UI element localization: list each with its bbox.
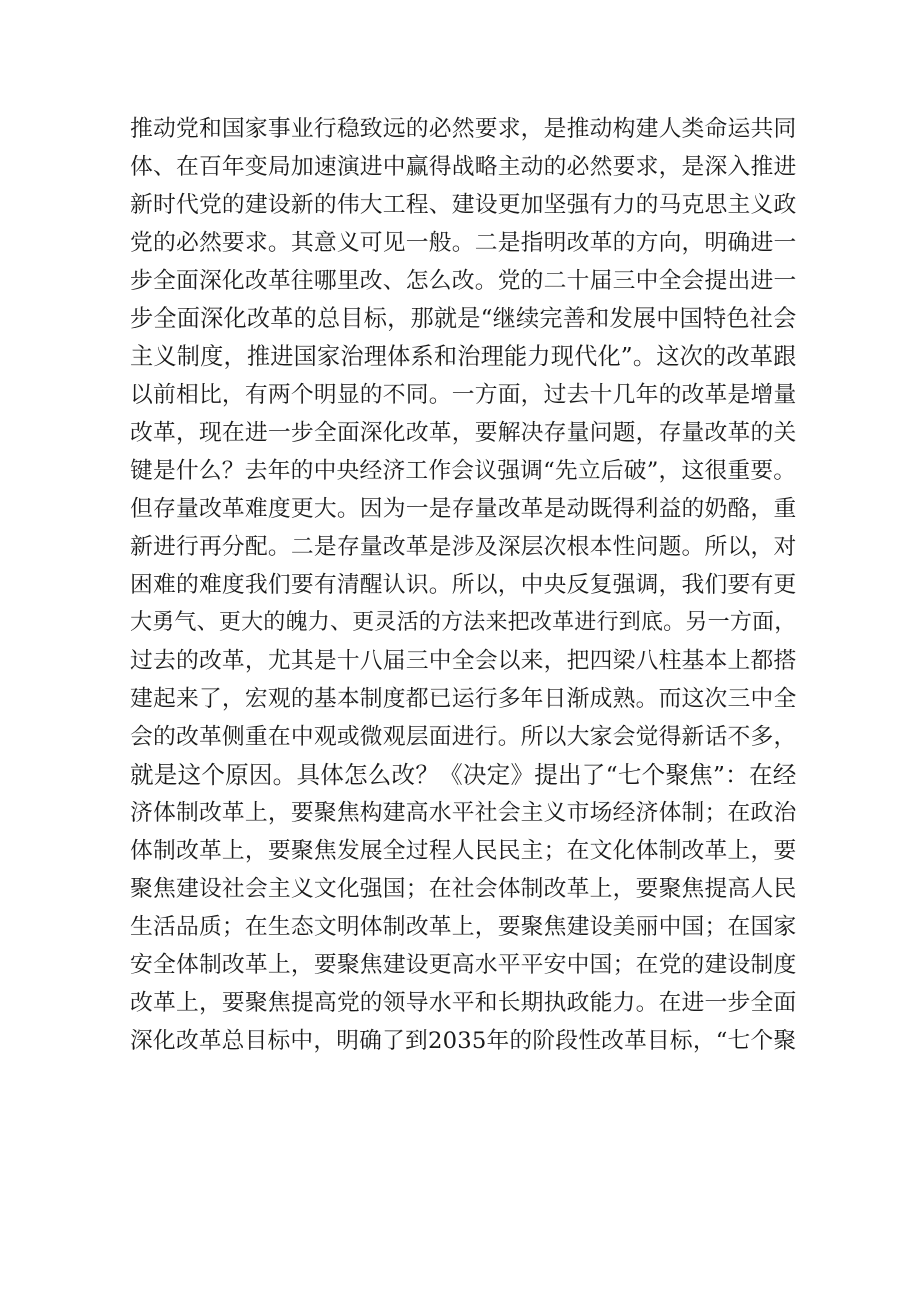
text-line: 新进行再分配。二是存量改革是涉及深层次根本性问题。所以，对 xyxy=(130,534,797,560)
text-line: 建起来了，宏观的基本制度都已运行多年日渐成熟。而这次三中全 xyxy=(130,686,797,712)
text-line: 聚焦建设社会主义文化强国；在社会体制改革上，要聚焦提高人民 xyxy=(130,876,797,902)
text-line: 大勇气、更大的魄力、更灵活的方法来把改革进行到底。另一方面， xyxy=(130,610,797,635)
text-line: 安全体制改革上，要聚焦建设更高水平平安中国；在党的建设制度 xyxy=(130,952,797,978)
text-line: 生活品质；在生态文明体制改革上，要聚焦建设美丽中国；在国家 xyxy=(130,914,797,940)
text-line: 就是这个原因。具体怎么改？《决定》提出了“七个聚焦”：在经 xyxy=(130,761,797,789)
text-line: 会的改革侧重在中观或微观层面进行。所以大家会觉得新话不多， xyxy=(130,724,797,750)
text-line: 但存量改革难度更大。因为一是存量改革是动既得利益的奶酪，重 xyxy=(130,496,797,522)
text-line: 新时代党的建设新的伟大工程、建设更加坚强有力的马克思主义政 xyxy=(130,192,797,218)
text-line: 过去的改革，尤其是十八届三中全会以来，把四梁八柱基本上都搭 xyxy=(130,648,797,674)
text-line: 改革上，要聚焦提高党的领导水平和长期执政能力。在进一步全面 xyxy=(130,990,797,1016)
text-line: 深化改革总目标中，明确了到2035年的阶段性改革目标，“七个聚 xyxy=(130,1028,797,1054)
text-line: 体制改革上，要聚焦发展全过程人民民主；在文化体制改革上，要 xyxy=(130,838,797,864)
text-line: 党的必然要求。其意义可见一般。二是指明改革的方向，明确进一 xyxy=(130,230,797,256)
text-line: 步全面深化改革往哪里改、怎么改。党的二十届三中全会提出进一 xyxy=(130,268,797,294)
text-line: 键是什么？去年的中央经济工作会议强调“先立后破”，这很重要。 xyxy=(130,458,797,484)
text-line: 推动党和国家事业行稳致远的必然要求，是推动构建人类命运共同 xyxy=(130,116,797,142)
text-line: 改革，现在进一步全面深化改革，要解决存量问题，存量改革的关 xyxy=(130,420,797,446)
text-line: 济体制改革上，要聚焦构建高水平社会主义市场经济体制；在政治 xyxy=(130,800,797,826)
text-line: 主义制度，推进国家治理体系和治理能力现代化”。这次的改革跟 xyxy=(130,343,797,370)
body-text xyxy=(130,110,800,1060)
text-line: 步全面深化改革的总目标，那就是“继续完善和发展中国特色社会 xyxy=(130,305,797,332)
text-line: 体、在百年变局加速演进中赢得战略主动的必然要求，是深入推进 xyxy=(130,154,797,180)
text-line: 困难的难度我们要有清醒认识。所以，中央反复强调，我们要有更 xyxy=(130,572,797,598)
text-line: 以前相比，有两个明显的不同。一方面，过去十几年的改革是增量 xyxy=(130,382,797,408)
